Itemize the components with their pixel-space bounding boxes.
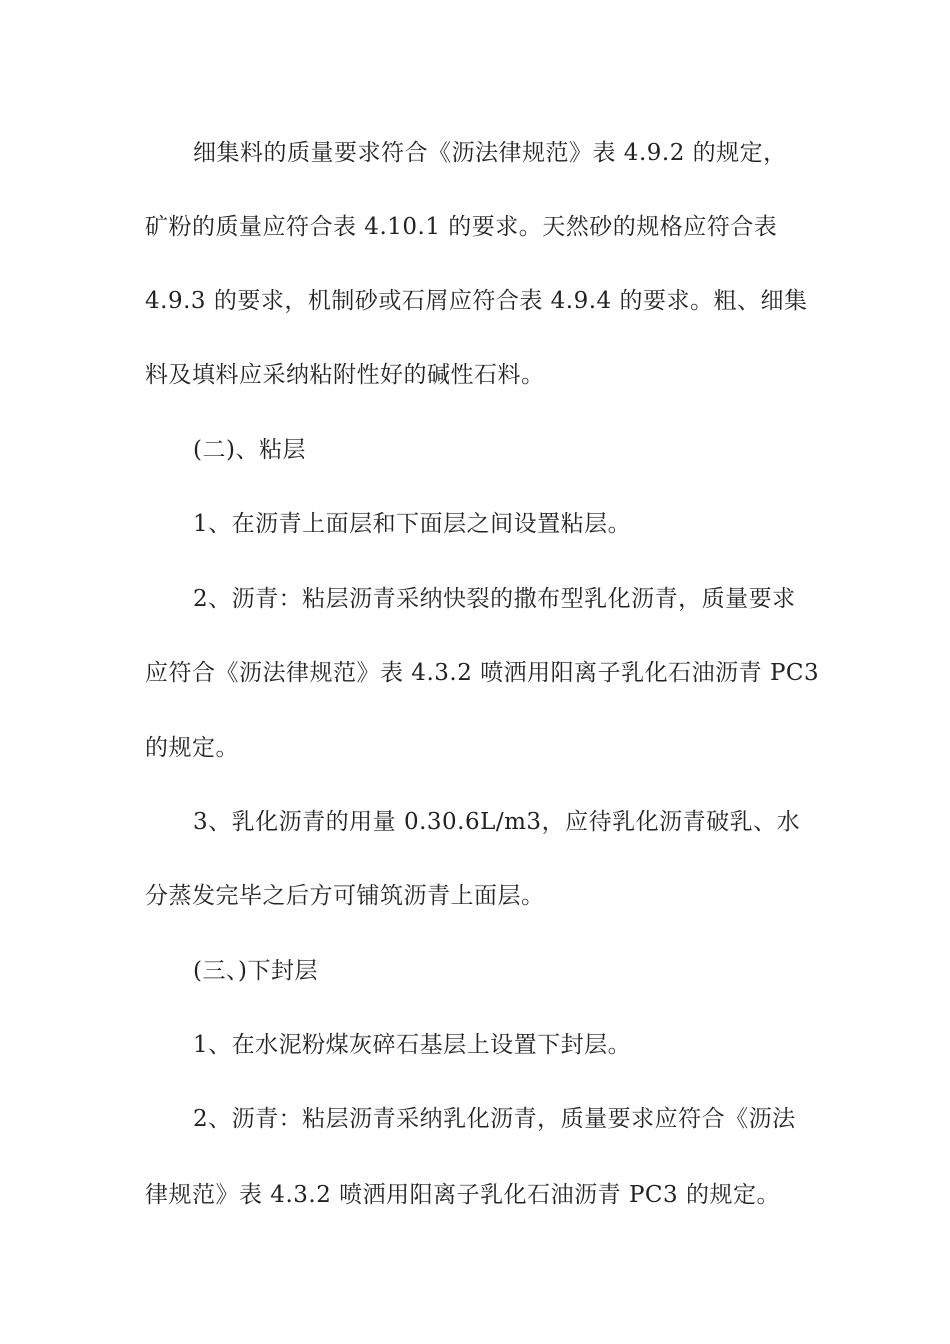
paragraph-line: 分蒸发完毕之后方可铺筑沥青上面层。 (145, 883, 545, 909)
paragraph-line: 矿粉的质量应符合表 4.10.1 的要求。天然砂的规格应符合表 (145, 214, 778, 240)
paragraph-line: 的规定。 (145, 735, 239, 761)
paragraph-line: 1、在沥青上面层和下面层之间设置粘层。 (193, 511, 632, 537)
section-heading: (三、)下封层 (193, 958, 318, 984)
paragraph-line: 1、在水泥粉煤灰碎石基层上设置下封层。 (193, 1032, 632, 1058)
paragraph-line: 2、沥青：粘层沥青采纳快裂的撒布型乳化沥青，质量要求 (193, 586, 796, 612)
paragraph-line: 3、乳化沥青的用量 0.30.6L/m3，应待乳化沥青破乳、水 (193, 809, 801, 835)
paragraph-line: 应符合《沥法律规范》表 4.3.2 喷洒用阳离子乳化石油沥青 PC3 (145, 660, 820, 686)
paragraph-line: 料及填料应采纳粘附性好的碱性石料。 (145, 362, 545, 388)
section-heading: (二)、粘层 (193, 437, 306, 463)
paragraph-line: 细集料的质量要求符合《沥法律规范》表 4.9.2 的规定， (193, 140, 787, 166)
paragraph-line: 2、沥青：粘层沥青采纳乳化沥青，质量要求应符合《沥法 (193, 1106, 796, 1132)
paragraph-line: 律规范》表 4.3.2 喷洒用阳离子乳化石油沥青 PC3 的规定。 (145, 1182, 780, 1208)
paragraph-line: 4.9.3 的要求，机制砂或石屑应符合表 4.9.4 的要求。粗、细集 (145, 288, 808, 314)
